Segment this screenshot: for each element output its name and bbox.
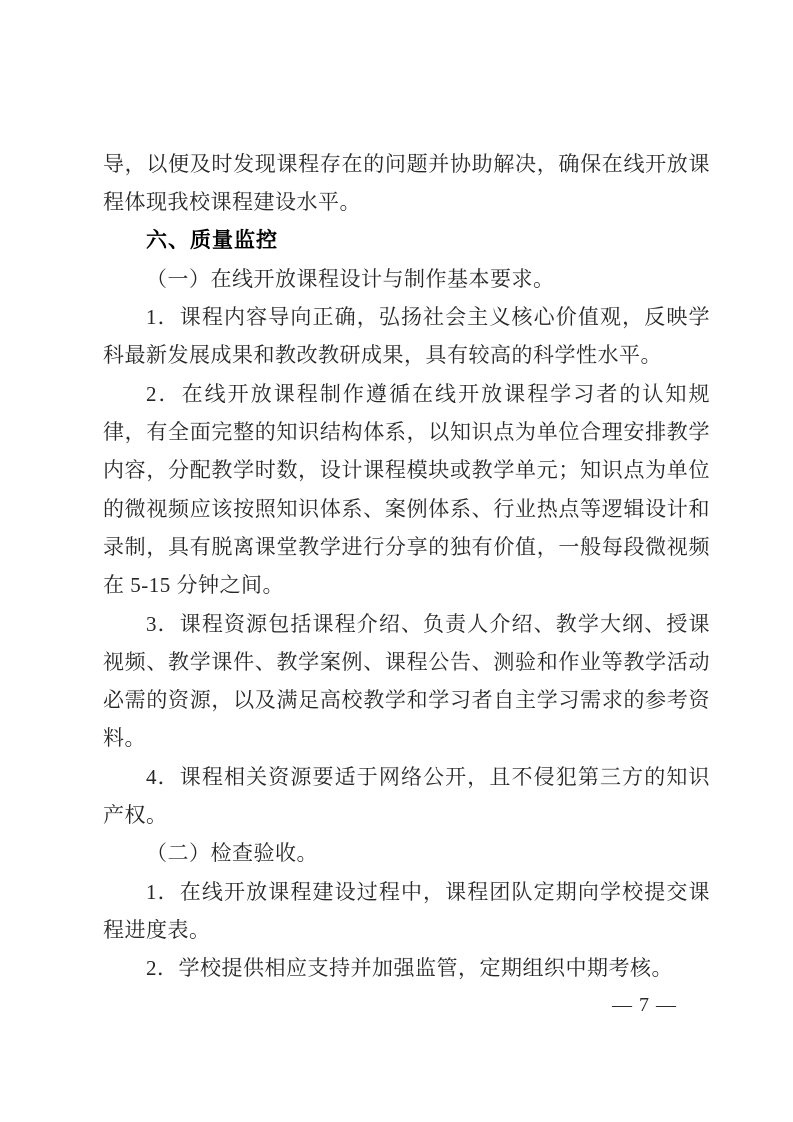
document-body	[103, 145, 710, 988]
text-line: 2．学校提供相应支持并加强监管，定期组织中期考核。	[146, 956, 673, 981]
text-line: 必需的资源，以及满足高校教学和学习者自主学习需求的参考资	[103, 688, 710, 713]
text-line: （二）检查验收。	[146, 841, 318, 866]
text-line: 3．课程资源包括课程介绍、负责人介绍、教学大纲、授课	[146, 611, 710, 636]
text-line: （一）在线开放课程设计与制作基本要求。	[146, 266, 555, 291]
text-line: 1．在线开放课程建设过程中，课程团队定期向学校提交课	[146, 879, 710, 904]
page-number: — 7 —	[612, 994, 677, 1016]
text-line: 录制，具有脱离课堂教学进行分享的独有价值，一般每段微视频	[103, 534, 710, 559]
text-line: 4．课程相关资源要适于网络公开，且不侵犯第三方的知识	[146, 764, 710, 789]
text-line: 的微视频应该按照知识体系、案例体系、行业热点等逻辑设计和	[103, 496, 710, 521]
text-line: 科最新发展成果和教改教研成果，具有较高的科学性水平。	[103, 343, 662, 368]
text-line: 导，以便及时发现课程存在的问题并协助解决，确保在线开放课	[103, 152, 710, 176]
text-line: 料。	[103, 726, 146, 751]
text-line: 律，有全面完整的知识结构体系，以知识点为单位合理安排教学	[103, 420, 710, 445]
text-line: 程进度表。	[103, 917, 211, 942]
text-line: 产权。	[103, 803, 168, 828]
text-line: 程体现我校课程建设水平。	[103, 190, 361, 215]
section-heading: 六、质量监控	[146, 228, 278, 252]
text-line: 2．在线开放课程制作遵循在线开放课程学习者的认知规	[146, 381, 710, 406]
text-line: 视频、教学课件、教学案例、课程公告、测验和作业等教学活动	[103, 649, 710, 674]
text-line: 在 5-15 分钟之间。	[103, 573, 284, 598]
text-line: 内容，分配教学时数，设计课程模块或教学单元；知识点为单位	[103, 458, 710, 483]
text-line: 1．课程内容导向正确，弘扬社会主义核心价值观，反映学	[146, 305, 710, 330]
